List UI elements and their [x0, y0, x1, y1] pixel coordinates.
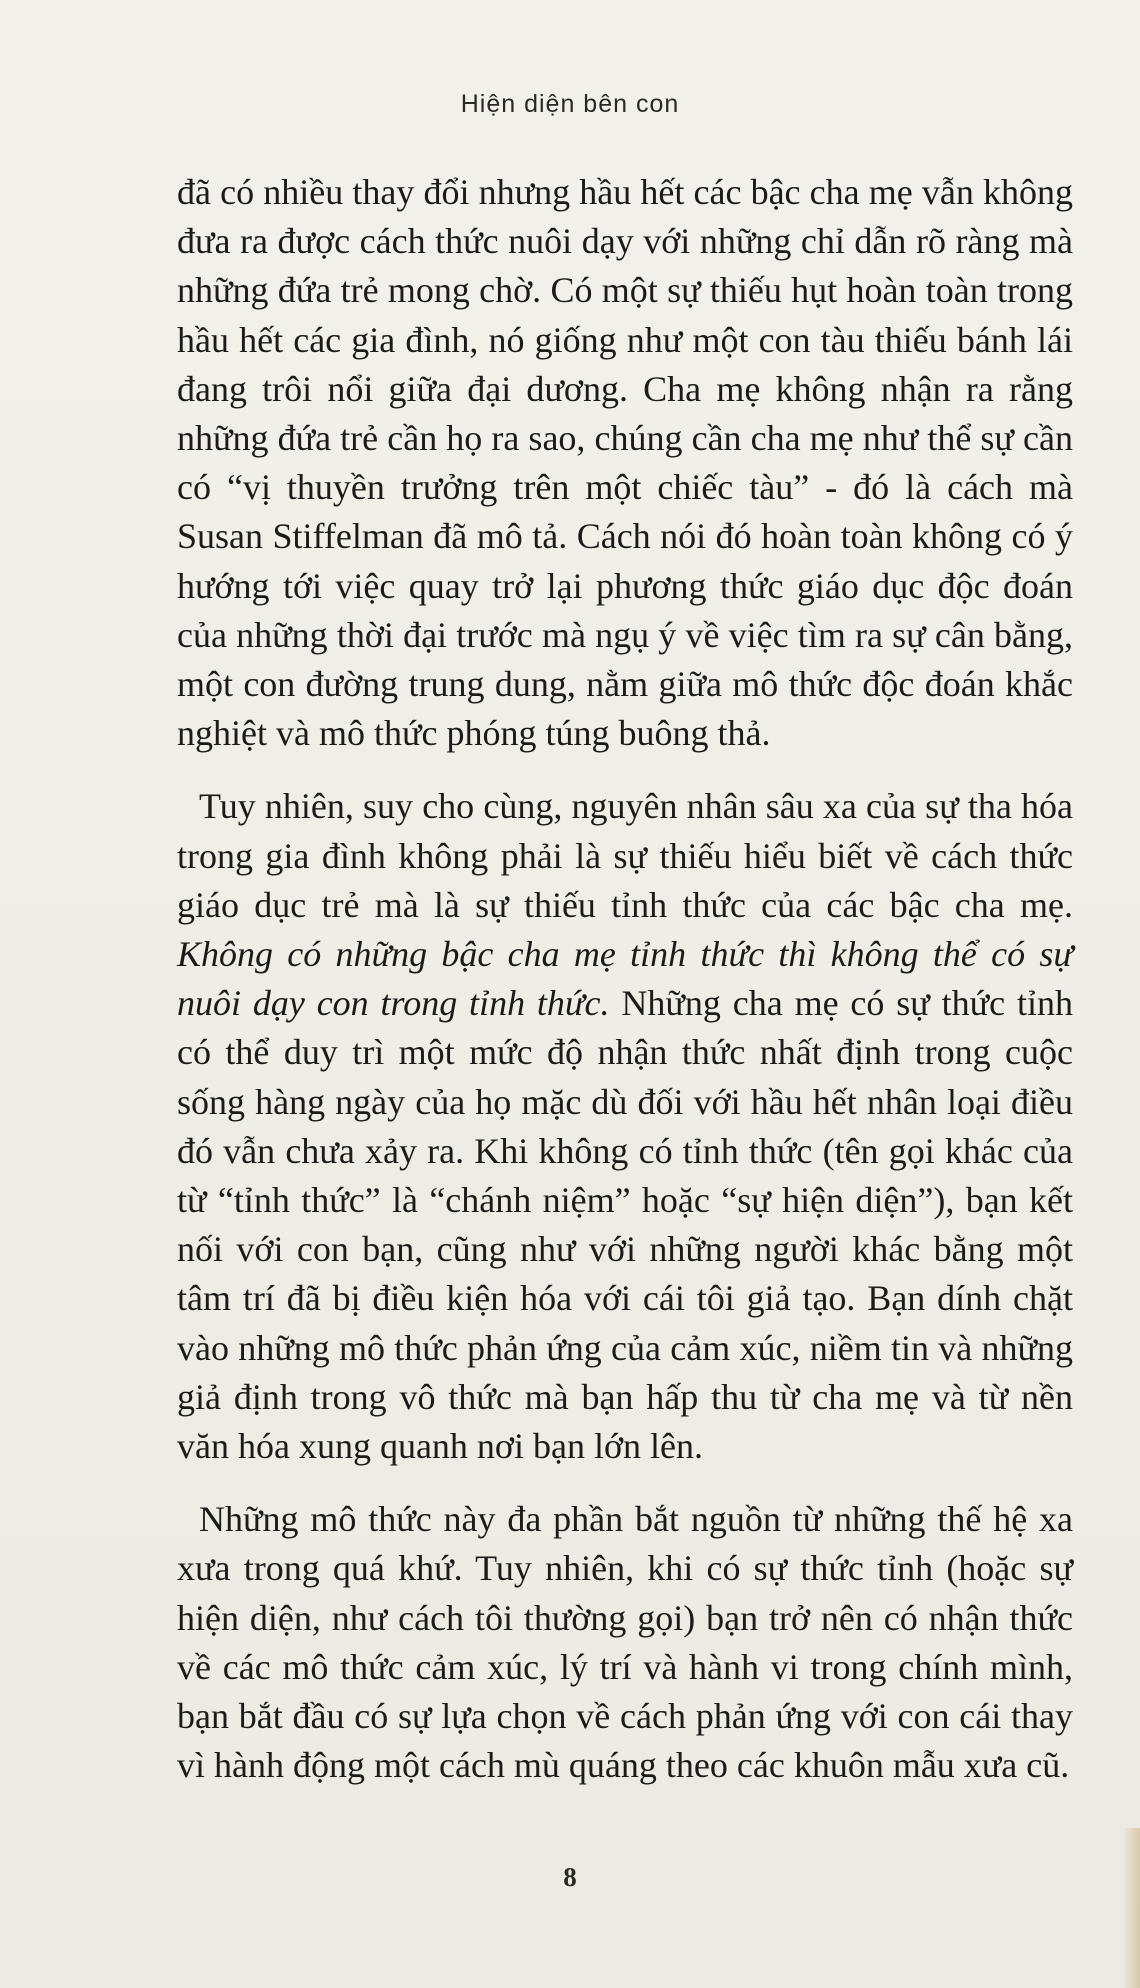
paragraph-2 [177, 782, 1073, 1471]
paragraph-1: đã có nhiều thay đổi nhưng hầu hết các bậc cha mẹ vẫn không đưa ra được cách thức nuôi dạy với những chỉ dẫn rõ ràng mà những đứa trẻ mong chờ. Có một sự thiếu hụt hoàn toàn trong hầu hết các gia đình, nó giống như một con tàu thiếu bánh lái đang trôi nổi giữa đại dương. Cha mẹ không nhận ra rằng những đứa trẻ cần họ ra sao, chúng cần cha mẹ như thể sự cần có “vị thuyền trưởng trên một chiếc tàu” - đó là cách mà Susan Stiffelman đã mô tả. Cách nói đó hoàn toàn không có ý hướng tới việc quay trở lại phương thức giáo dục độc đoán của những thời đại trước mà ngụ ý về việc tìm ra sự cân bằng, một con đường trung dung, nằm giữa mô thức độc đoán khắc nghiệt và mô thức phóng túng buông thả. [177, 172, 1073, 754]
paragraph-3: Những mô thức này đa phần bắt nguồn từ những thế hệ xa xưa trong quá khứ. Tuy nhiên, khi có sự thức tỉnh (hoặc sự hiện diện, như cách tôi thường gọi) bạn trở nên có nhận thức về các mô thức cảm xúc, lý trí và hành vi trong chính mình, bạn bắt đầu có sự lựa chọn về cách phản ứng với con cái thay vì hành động một cách mù quáng theo các khuôn mẫu xưa cũ. [177, 1499, 1073, 1786]
page-edge-shadow [1122, 1828, 1140, 1988]
paragraph-2-lead: Tuy nhiên, suy cho cùng, nguyên nhân sâu xa của sự tha hóa trong gia đình không phải là sự thiếu hiểu biết về cách thức giáo dục trẻ mà là sự thiếu tỉnh thức của các bậc cha mẹ. [177, 786, 1073, 925]
body-text [177, 168, 1073, 1791]
running-header: Hiện diện bên con [460, 90, 680, 118]
paragraph-2-rest: Những cha mẹ có sự thức tỉnh có thể duy trì một mức độ nhận thức nhất định trong cuộc sống hàng ngày của họ mặc dù đối với hầu hết nhân loại điều đó vẫn chưa xảy ra. Khi không có tỉnh thức (tên gọi khác của từ “tỉnh thức” là “chánh niệm” hoặc “sự hiện diện”), bạn kết nối với con bạn, cũng như với những người khác bằng một tâm trí đã bị điều kiện hóa với cái tôi giả tạo. Bạn dính chặt vào những mô thức phản ứng của cảm xúc, niềm tin và những giả định trong vô thức mà bạn hấp thu từ cha mẹ và từ nền văn hóa xung quanh nơi bạn lớn lên. [177, 983, 1073, 1467]
page-number: 8 [563, 1862, 577, 1892]
paragraph-2-italic-quote: Không có những bậc cha mẹ tỉnh thức thì không thể có sự nuôi dạy con trong tỉnh thức. [177, 934, 1073, 1024]
